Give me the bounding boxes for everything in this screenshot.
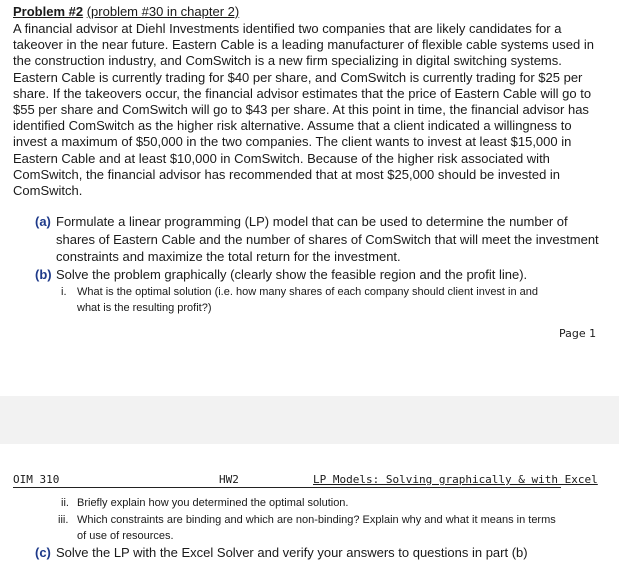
header-rule <box>13 487 561 488</box>
sub-i-line-2: what is the resulting profit?) <box>77 302 212 314</box>
sub-iii-line-1: Which constraints are binding and which are non-binding? Explain why and what it means in terms <box>77 514 556 526</box>
sub-i-line-1: What is the optimal solution (i.e. how many shares of each company should client invest in and <box>77 286 539 298</box>
paragraph-line: A financial advisor at Diehl Investments identified two companies that are likely candidates for a <box>13 21 562 36</box>
sub-ii-label: ii. <box>61 497 69 509</box>
sub-i-label: i. <box>61 286 67 298</box>
paragraph-line: Eastern Cable is currently trading for $40 per share, and ComSwitch is currently trading for $25 per <box>13 69 583 85</box>
paragraph-line: ComSwitch. <box>13 183 83 199</box>
part-c-text: Solve the LP with the Excel Solver and verify your answers to questions in part (b) <box>56 545 528 560</box>
part-a-label: (a) <box>35 214 51 229</box>
header-topic: LP Models: Solving graphically & with Excel <box>313 473 598 486</box>
problem-reference: (problem #30 in chapter 2) <box>86 4 240 19</box>
paragraph-line: invest a maximum of $50,000 in the two companies. The client wants to invest at least $15,000 in <box>13 134 572 150</box>
page-number: Page 1 <box>559 327 597 340</box>
problem-title: Problem #2 <box>13 4 84 19</box>
part-b-text: Solve the problem graphically (clearly show the feasible region and the profit line). <box>56 267 528 282</box>
sub-iii-line-2: of use of resources. <box>77 530 174 542</box>
paragraph-line: the construction industry, and ComSwitch is a new firm specializing in digital switching systems. <box>13 53 562 69</box>
paragraph-line: share. If the takeovers occur, the financial advisor estimates that the price of Eastern Cable will go to <box>13 85 592 101</box>
paragraph-line: takeover in the near future. Eastern Cable is a leading manufacturer of flexible cable systems used in <box>13 37 594 53</box>
paragraph-line: identified ComSwitch as the higher risk alternative. Assume that a client indicated a willingness to <box>13 118 572 134</box>
header-hw: HW2 <box>219 473 239 486</box>
part-a-line-1: Formulate a linear programming (LP) model that can be used to determine the number of <box>56 214 568 229</box>
sub-iii-label: iii. <box>58 514 69 526</box>
paragraph-line: ComSwitch, the financial advisor has recommended that at most $25,000 should be invested in <box>13 166 561 182</box>
paragraph-line: $55 per share and ComSwitch will go to $43 per share. At this point in time, the financial advisor has <box>13 102 589 118</box>
problem-heading <box>13 4 239 20</box>
problem-paragraph <box>13 21 609 199</box>
header-course: OIM 310 <box>13 473 60 486</box>
part-a-line-2: shares of Eastern Cable and the number of shares of ComSwitch that will meet the investment <box>56 232 599 247</box>
part-c-label: (c) <box>35 545 51 560</box>
part-a-line-3: constraints and maximize the total return for the investment. <box>56 249 401 264</box>
sub-ii-text: Briefly explain how you determined the optimal solution. <box>77 497 349 509</box>
paragraph-line: Eastern Cable and at least $10,000 in ComSwitch. Because of the higher risk associated with <box>13 150 550 166</box>
part-b-label: (b) <box>35 267 52 282</box>
page-break-gap <box>0 396 619 444</box>
